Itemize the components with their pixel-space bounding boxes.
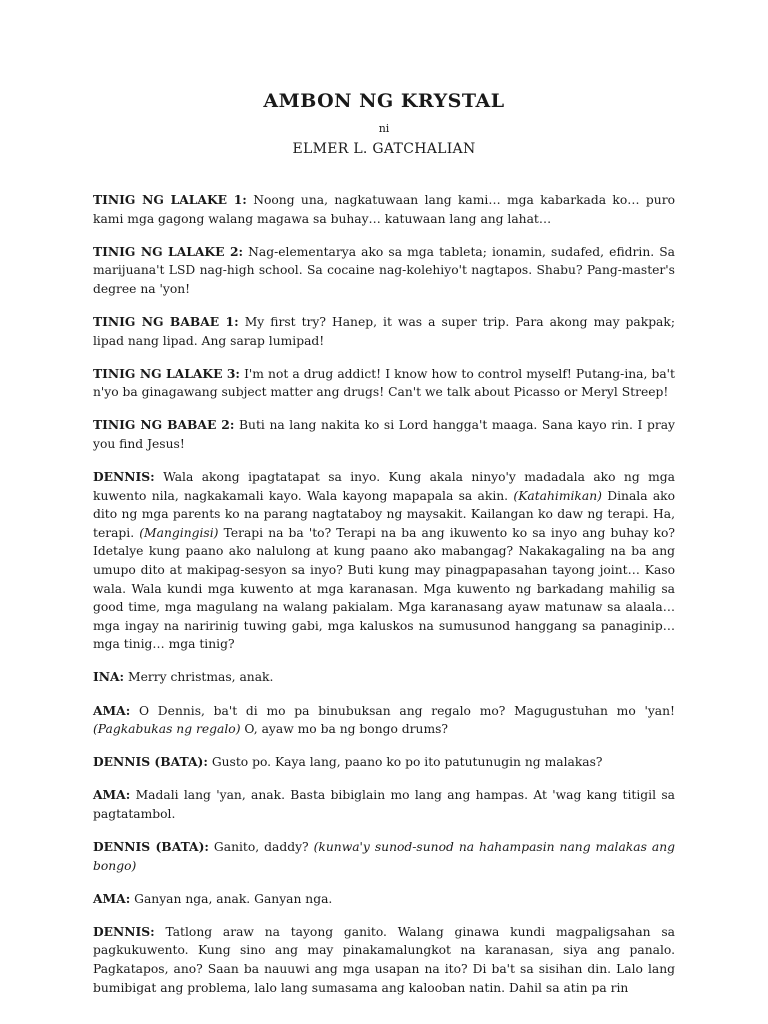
dialogue-text: I'm not a drug addict! I know how to control myself! Putang-ina, ba't n'yo ba ginagawang subject matter ang drugs! Can't we talk about Picasso or Meryl Streep! — [93, 366, 676, 400]
dialogue-paragraph — [93, 365, 675, 402]
dialogue-paragraph — [93, 668, 675, 687]
dialogue-paragraph — [93, 191, 675, 228]
dialogue-text: My first try? Hanep, it was a super trip. Para akong may pakpak; lipad nang lipad. Ang sarap lumipad! — [93, 314, 675, 348]
speaker-name: DENNIS (BATA): — [93, 754, 208, 770]
dialogue-paragraph — [93, 416, 675, 453]
dialogue-text: Terapi na ba 'to? Terapi na ba ang ikuwento ko sa inyo ang buhay ko? Idetalye kung paano ako nalulong at kung paano ako mabangag? Nakakagaling na ba ang umupo dito at makipag-sesyon sa inyo? Buti kung may pinagpapasahan tayong joint… Kaso wala. Wala kundi mga kuwento at mga karanasan. Mga kuwento ng barkadang mahilig sa good time, mga magulang na walang pakialam. Mga karanasang ayaw matunaw sa alaala… mga ingay na naririnig tuwing gabi, mga kaluskos na sumusunod hanggang sa panaginip… mga tinig… mga tinig? — [93, 525, 675, 652]
speaker-name: TINIG NG BABAE 2: — [93, 417, 235, 433]
stage-direction: (Mangingisi) — [139, 525, 219, 540]
speaker-name: TINIG NG LALAKE 3: — [93, 365, 240, 381]
dialogue-text: Ganyan nga, anak. Ganyan nga. — [134, 891, 333, 906]
dialogue-text: Noong una, nagkatuwaan lang kami… mga kabarkada ko… puro kami mga gagong walang magawa sa buhay… katuwaan lang ang lahat… — [93, 193, 675, 226]
dialogue-text: Dinala ako dito ng mga parents ko na parang nagtataboy ng maysakit. Kailangan ko daw ng terapi. Ha, terapi. — [93, 488, 676, 540]
stage-direction: (Pagkabukas ng regalo) — [93, 722, 241, 737]
dialogue-paragraph — [93, 753, 675, 772]
dialogue-text: Wala akong ipagtatapat sa inyo. Kung akala ninyo'y madadala ako ng mga kuwento nila, nagkakamali kayo. Wala kayong mapapala sa akin. — [93, 470, 675, 503]
speaker-name: AMA: — [93, 787, 131, 803]
dialogue-paragraph — [93, 243, 675, 299]
speaker-name: DENNIS: — [93, 923, 155, 939]
speaker-name: TINIG NG LALAKE 2: — [93, 243, 244, 259]
dialogue-paragraph — [93, 923, 675, 997]
speaker-name: DENNIS: — [93, 469, 155, 485]
script-body — [93, 191, 675, 997]
speaker-name: AMA: — [93, 702, 131, 718]
dialogue-text: Merry christmas, anak. — [128, 670, 274, 685]
dialogue-text: O, ayaw mo ba ng bongo drums? — [240, 722, 449, 737]
dialogue-paragraph — [93, 313, 675, 350]
dialogue-text: Ganito, daddy? — [213, 840, 314, 855]
document-title: AMBON NG KRYSTAL — [263, 90, 505, 112]
byline: ni — [378, 122, 390, 135]
dialogue-paragraph — [93, 468, 675, 654]
speaker-name: INA: — [93, 669, 125, 685]
dialogue-paragraph — [93, 702, 675, 739]
speaker-name: AMA: — [93, 890, 131, 906]
speaker-name: TINIG NG LALAKE 1: — [93, 192, 247, 207]
dialogue-paragraph — [93, 786, 675, 823]
dialogue-paragraph — [93, 890, 675, 909]
dialogue-text: Tatlong araw na tayong ganito. Walang ginawa kundi magpaligsahan sa pagkukuwento. Kung sino ang may pinakamalungkot na karanasan, siya ang panalo. Pagkatapos, ano? Saan ba nauuwi ang mga usapan na ito? Di ba't sa sisihan din. Lalo lang bumibigat ang problema, lalo lang sumasama ang kalooban natin. Dahil sa atin pa rin — [93, 924, 675, 995]
dialogue-text: Gusto po. Kaya lang, paano ko po ito patutunugin ng malakas? — [211, 755, 603, 770]
dialogue-text: Nag-elementarya ako sa mga tableta; ionamin, sudafed, efidrin. Sa marijuana't LSD nag-high school. Sa cocaine nag-kolehiyo't nagtapos. Shabu? Pang-master's degree na 'yon! — [93, 244, 676, 296]
dialogue-text: Buti na lang nakita ko si Lord hangga't maaga. Sana kayo rin. I pray you find Jesus! — [93, 418, 675, 451]
stage-direction: (kunwa'y sunod-sunod na hahampasin nang malakas ang bongo) — [93, 840, 675, 873]
stage-direction: (Katahimikan) — [513, 488, 602, 503]
speaker-name: TINIG NG BABAE 1: — [93, 313, 239, 329]
author-name: ELMER L. GATCHALIAN — [292, 141, 476, 157]
dialogue-text: O Dennis, ba't di mo pa binubuksan ang regalo mo? Magugustuhan mo 'yan! — [138, 703, 675, 718]
dialogue-text: Madali lang 'yan, anak. Basta bibiglain mo lang ang hampas. At 'wag kang titigil sa pagtatambol. — [93, 788, 675, 821]
speaker-name: DENNIS (BATA): — [93, 839, 209, 855]
dialogue-paragraph — [93, 838, 675, 875]
